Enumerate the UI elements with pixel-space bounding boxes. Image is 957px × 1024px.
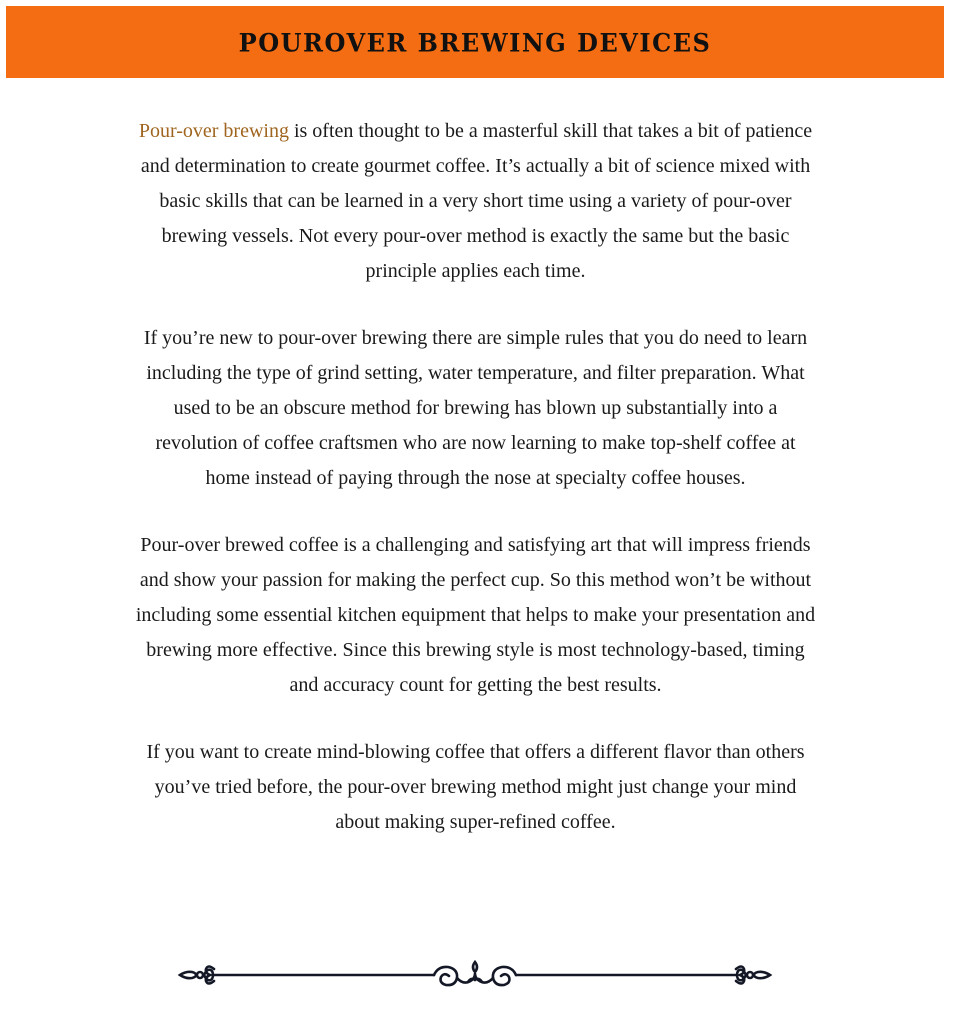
paragraph-rules: If you’re new to pour-over brewing there are simple rules that you do need to learn including the type of grind setting, water temperature, and filter preparation. What used to be an obscure method for brewing has blown up substantially into a revolution of coffee craftsmen who are now learning to make top-shelf coffee at home instead of paying through the nose at specialty coffee houses. [143,327,808,489]
paragraph-intro [133,114,818,289]
right-end-ornament [754,972,770,978]
article-body [133,114,818,872]
paragraph-conclusion: If you want to create mind-blowing coffee that offers a different flavor than others you’ve tried before, the pour-over brewing method might just change your mind about making super-refined coffee. [146,741,805,833]
page-title: POUROVER BREWING DEVICES [238,26,712,58]
page-header-banner [6,6,944,78]
ornamental-divider-icon [176,958,774,994]
center-flourish [434,962,516,985]
pour-over-brewing-link[interactable]: Pour-over brewing [138,120,289,142]
left-end-ornament [180,972,196,978]
paragraph-intro-text: is often thought to be a masterful skill that takes a bit of patience and determination to create gourmet coffee. It’s actually a bit of science mixed with basic skills that can be learned in a very short time using a variety of pour-over brewing vessels. Not every pour-over method is exactly the same but the basic principle applies each time. [140,120,813,282]
paragraph-art: Pour-over brewed coffee is a challenging and satisfying art that will impress friends and show your passion for making the perfect cup. So this method won’t be without including some essential kitchen equipment that helps to make your presentation and brewing more effective. Since this brewing style is most technology-based, timing and accuracy count for getting the best results. [135,534,816,696]
